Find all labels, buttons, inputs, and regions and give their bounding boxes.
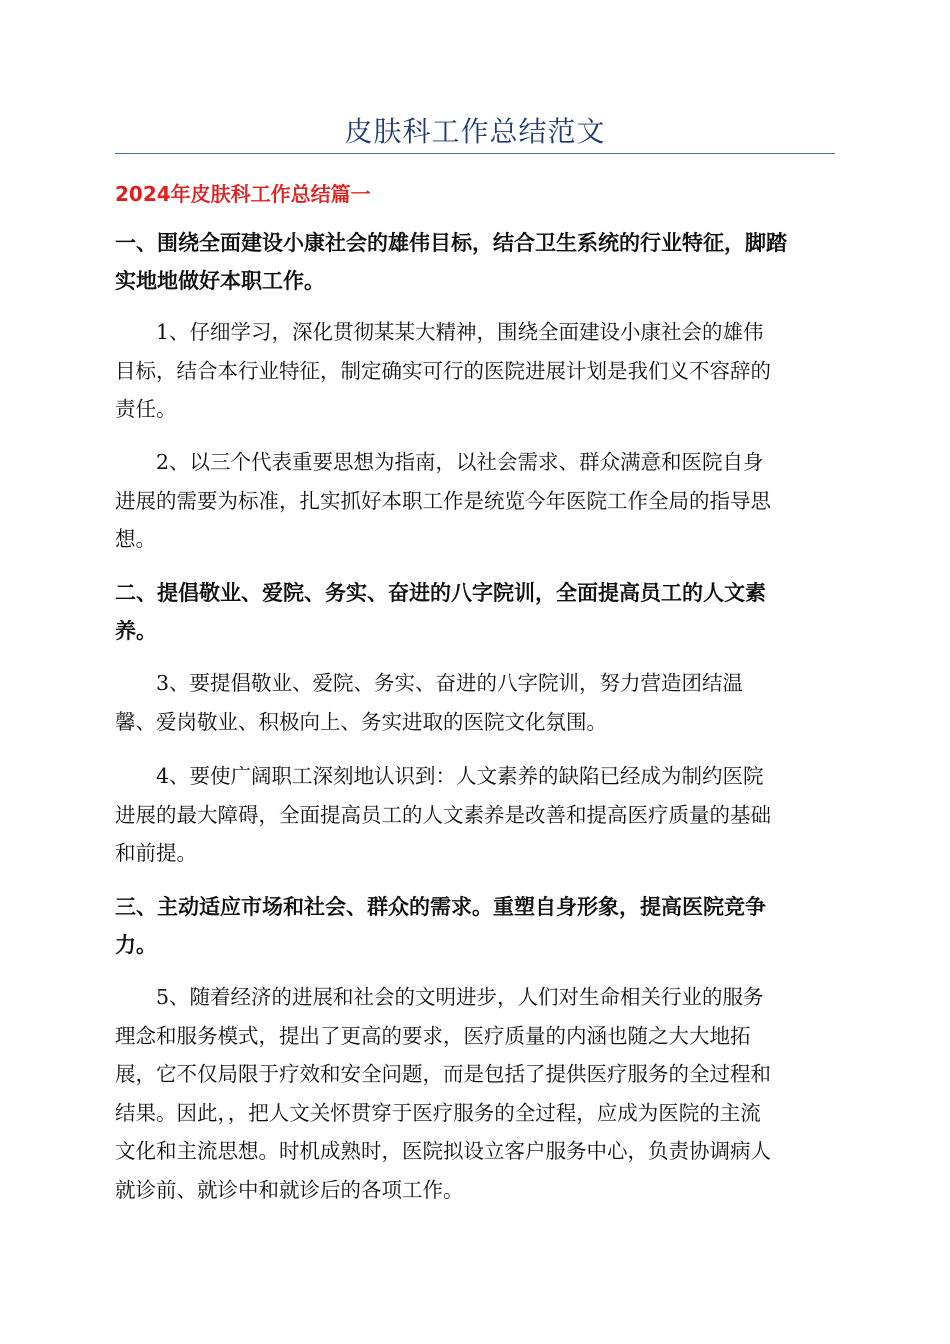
paragraph-line: 5、随着经济的进展和社会的文明进步，人们对生命相关行业的服务 (156, 985, 764, 1009)
paragraph-line: 馨、爱岗敬业、积极向上、务实进取的医院文化氛围。 (115, 709, 607, 734)
paragraph-line: 展，它不仅局限于疗效和安全问题，而是包括了提供医疗服务的全过程和 (115, 1062, 771, 1086)
heading-line: 养。 (115, 619, 157, 643)
paragraph-line: 目标，结合本行业特征，制定确实可行的医院进展计划是我们义不容辞的 (115, 358, 771, 383)
content-heading-1 (115, 224, 835, 300)
paragraph-line: 1、仔细学习，深化贯彻某某大精神，围绕全面建设小康社会的雄伟 (156, 320, 764, 344)
paragraph-line: 就诊前、就诊中和就诊后的各项工作。 (115, 1177, 464, 1202)
title-divider (115, 153, 835, 154)
content-heading-3 (115, 888, 835, 964)
heading-line: 三、主动适应市场和社会、群众的需求。重塑自身形象，提高医院竞争 (115, 895, 766, 919)
section-heading: 2024年皮肤科工作总结篇一 (115, 182, 371, 206)
paragraph-line: 进展的需要为标准，扎实抓好本职工作是统览今年医院工作全局的指导思 (115, 488, 771, 513)
paragraph-4 (115, 757, 835, 873)
content-heading-2 (115, 574, 835, 650)
paragraph-line: 理念和服务模式，提出了更高的要求，医疗质量的内涵也随之大大地拓 (115, 1023, 751, 1048)
paragraph-line: 文化和主流思想。时机成熟时，医院拟设立客户服务中心，负责协调病人 (115, 1139, 771, 1163)
heading-line: 实地地做好本职工作。 (115, 269, 325, 293)
heading-line: 一、围绕全面建设小康社会的雄伟目标，结合卫生系统的行业特征，脚踏 (115, 231, 787, 255)
paragraph-5 (115, 978, 835, 1209)
paragraph-line: 结果。因此，，把人文关怀贯穿于医疗服务的全过程，应成为医院的主流 (115, 1100, 761, 1125)
paragraph-line: 3、要提倡敬业、爱院、务实、奋进的八字院训，努力营造团结温 (156, 671, 744, 695)
paragraph-2 (115, 443, 835, 559)
paragraph-line: 2、以三个代表重要思想为指南，以社会需求、群众满意和医院自身 (156, 450, 764, 474)
paragraph-3 (115, 664, 835, 741)
paragraph-line: 想。 (115, 527, 156, 551)
document-title: 皮肤科工作总结范文 (344, 115, 606, 148)
paragraph-line: 进展的最大障碍，全面提高员工的人文素养是改善和提高医疗质量的基础 (115, 802, 771, 827)
heading-line: 二、提倡敬业、爱院、务实、奋进的八字院训，全面提高员工的人文素 (115, 581, 766, 605)
paragraph-line: 责任。 (115, 397, 177, 421)
heading-line: 力。 (115, 933, 157, 957)
paragraph-line: 和前提。 (115, 841, 197, 865)
paragraph-1 (115, 313, 835, 429)
paragraph-line: 4、要使广阔职工深刻地认识到：人文素养的缺陷已经成为制约医院 (156, 764, 764, 788)
